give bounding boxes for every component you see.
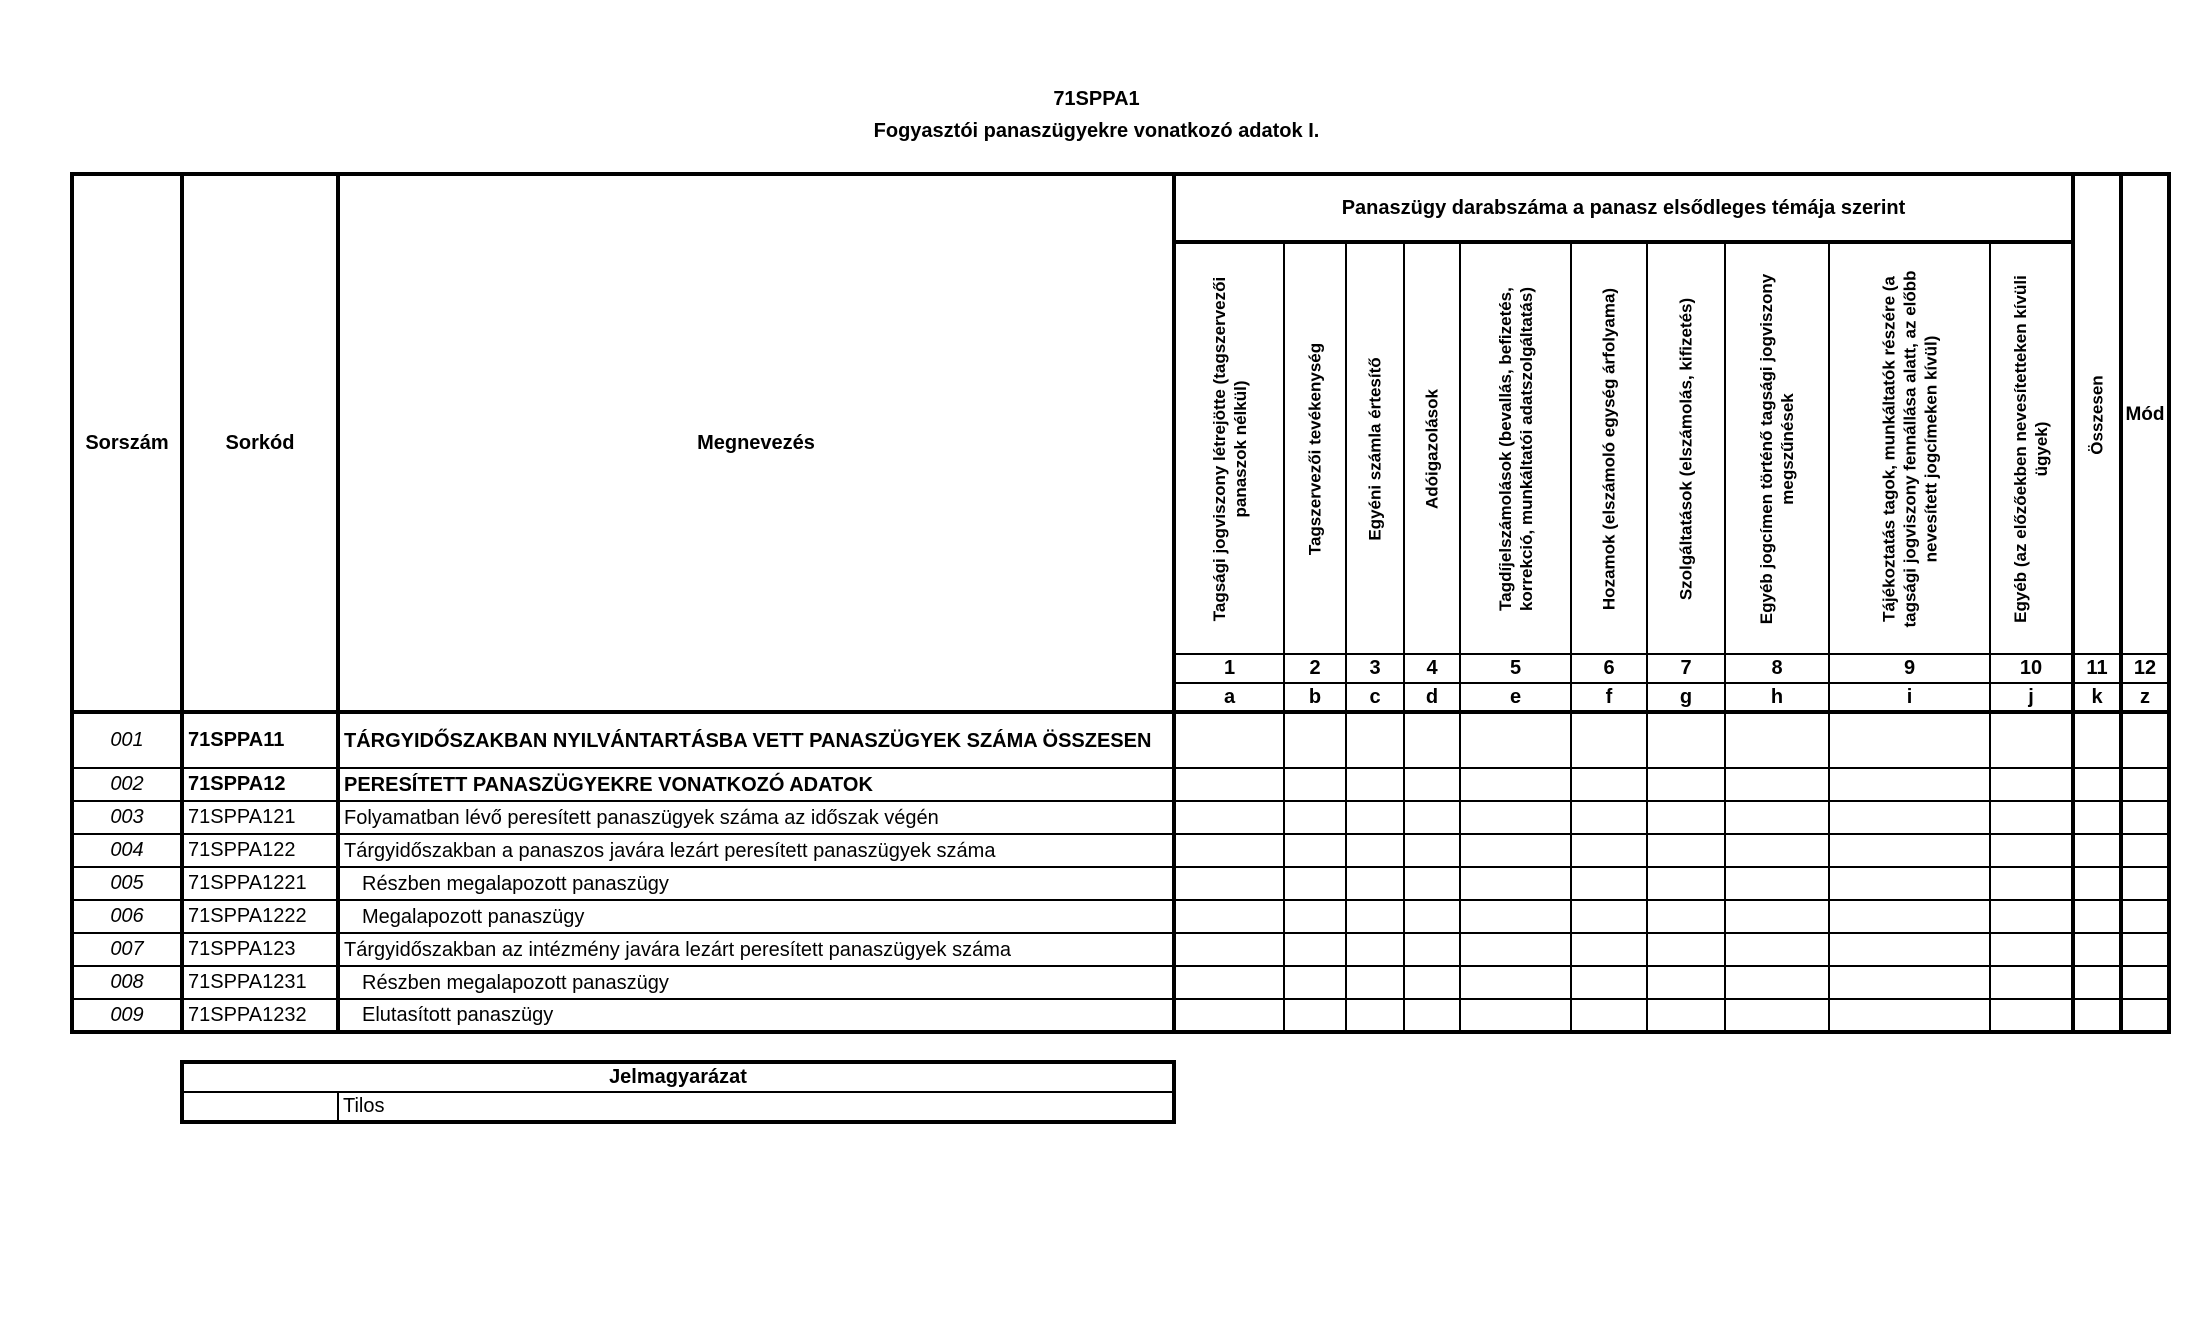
data-cell[interactable] [1725,834,1829,867]
data-cell[interactable] [1174,966,1284,999]
col-header-1: Tagsági jogviszony létrejötte (tagszervezői panaszok nélkül) [1174,242,1284,654]
row-sorszam: 004 [72,834,182,867]
data-cell[interactable] [1174,900,1284,933]
header-sorkod: Sorkód [182,174,338,712]
row-megnevezes: Elutasított panaszügy [338,999,1174,1032]
col-number: 4 [1404,654,1460,683]
data-cell[interactable] [1829,768,1990,801]
data-cell[interactable] [1990,999,2073,1032]
legend-table [180,1060,1176,1124]
data-cell[interactable] [1647,768,1725,801]
data-cell[interactable] [1571,867,1647,900]
data-cell[interactable] [1404,900,1460,933]
table-row [72,834,2169,867]
data-cell[interactable] [2121,966,2169,999]
data-cell[interactable] [1990,768,2073,801]
data-cell[interactable] [1571,712,1647,768]
data-cell[interactable] [1174,768,1284,801]
table-row [72,900,2169,933]
data-cell[interactable] [1829,966,1990,999]
data-cell[interactable] [1647,933,1725,966]
row-sorszam: 001 [72,712,182,768]
data-cell[interactable] [2121,900,2169,933]
data-cell[interactable] [1647,900,1725,933]
row-sorszam: 002 [72,768,182,801]
header-sorszam: Sorszám [72,174,182,712]
data-cell[interactable] [1404,834,1460,867]
data-cell[interactable] [1829,933,1990,966]
legend-swatch [182,1092,338,1122]
data-cell[interactable] [1829,712,1990,768]
data-cell[interactable] [1725,966,1829,999]
col-header-3: Egyéni számla értesítő [1346,242,1404,654]
table-row [72,999,2169,1032]
col-letter: k [2073,683,2121,712]
data-cell[interactable] [1990,867,2073,900]
col-header-8: Egyéb jogcímen történő tagsági jogviszony megszűnések [1725,242,1829,654]
row-sorszam: 005 [72,867,182,900]
data-cell[interactable] [1174,999,1284,1032]
data-cell[interactable] [1990,801,2073,834]
data-cell[interactable] [1829,900,1990,933]
data-cell[interactable] [1284,900,1346,933]
row-sorkod: 71SPPA1231 [182,966,338,999]
data-cell[interactable] [1990,900,2073,933]
data-cell[interactable] [1571,966,1647,999]
data-cell[interactable] [1460,999,1571,1032]
table-row [72,768,2169,801]
col-number: 12 [2121,654,2169,683]
table-row [72,966,2169,999]
data-cell[interactable] [1174,867,1284,900]
col-header-7: Szolgáltatások (elszámolás, kifizetés) [1647,242,1725,654]
data-cell[interactable] [1647,801,1725,834]
row-sorkod: 71SPPA11 [182,712,338,768]
data-cell[interactable] [1647,999,1725,1032]
data-cell[interactable] [1571,801,1647,834]
data-cell[interactable] [1460,712,1571,768]
col-number: 5 [1460,654,1571,683]
data-cell[interactable] [1284,801,1346,834]
data-cell[interactable] [1990,834,2073,867]
data-cell[interactable] [1990,712,2073,768]
data-cell[interactable] [2073,999,2121,1032]
col-number: 10 [1990,654,2073,683]
data-cell[interactable] [1829,834,1990,867]
col-number: 11 [2073,654,2121,683]
data-cell[interactable] [1284,867,1346,900]
data-cell[interactable] [2121,801,2169,834]
data-cell[interactable] [1346,999,1404,1032]
row-sorkod: 71SPPA122 [182,834,338,867]
data-cell[interactable] [1725,801,1829,834]
col-number: 2 [1284,654,1346,683]
row-megnevezes: Folyamatban lévő peresített panaszügyek száma az időszak végén [338,801,1174,834]
col-header-10: Egyéb (az előzőekben nevesítetteken kívüli ügyek) [1990,242,2073,654]
data-cell[interactable] [1404,867,1460,900]
row-sorszam: 003 [72,801,182,834]
data-cell[interactable] [1284,933,1346,966]
col-letter: e [1460,683,1571,712]
data-cell[interactable] [1346,867,1404,900]
data-cell[interactable] [2073,933,2121,966]
data-cell[interactable] [2073,801,2121,834]
data-cell[interactable] [2073,900,2121,933]
data-cell[interactable] [1404,966,1460,999]
data-cell[interactable] [1460,801,1571,834]
form-code: 71SPPA1 [1053,88,1140,110]
data-cell[interactable] [1990,966,2073,999]
data-cell[interactable] [1404,933,1460,966]
data-cell[interactable] [1284,966,1346,999]
data-cell[interactable] [1990,933,2073,966]
data-cell[interactable] [1725,867,1829,900]
col-number: 3 [1346,654,1404,683]
data-cell[interactable] [1346,900,1404,933]
data-cell[interactable] [1460,768,1571,801]
col-letter: g [1647,683,1725,712]
data-cell[interactable] [1647,712,1725,768]
legend-item-label: Tilos [338,1092,1174,1122]
data-cell[interactable] [2121,768,2169,801]
row-sorszam: 006 [72,900,182,933]
data-cell[interactable] [2073,768,2121,801]
col-header-2: Tagszervezői tevékenység [1284,242,1346,654]
data-cell[interactable] [1725,999,1829,1032]
col-header-9: Tájékoztatás tagok, munkáltatók részére (a tagsági jogviszony fennállása alatt, az előbb nevesített jogcímeken kívül) [1829,242,1990,654]
data-cell[interactable] [1346,933,1404,966]
data-cell[interactable] [1460,900,1571,933]
data-cell[interactable] [1460,834,1571,867]
data-cell[interactable] [1829,801,1990,834]
row-sorkod: 71SPPA1222 [182,900,338,933]
data-cell[interactable] [1404,801,1460,834]
data-cell[interactable] [2073,966,2121,999]
col-letter: h [1725,683,1829,712]
data-cell[interactable] [1174,834,1284,867]
col-letter: d [1404,683,1460,712]
data-cell[interactable] [1725,933,1829,966]
data-cell[interactable] [2121,999,2169,1032]
data-cell[interactable] [1460,867,1571,900]
data-cell[interactable] [1346,712,1404,768]
data-cell[interactable] [1571,768,1647,801]
col-letter: c [1346,683,1404,712]
legend-title: Jelmagyarázat [182,1062,1174,1092]
data-table [70,172,2171,1034]
row-sorszam: 008 [72,966,182,999]
data-cell[interactable] [1647,834,1725,867]
data-cell[interactable] [1725,712,1829,768]
header-megnevezes: Megnevezés [338,174,1174,712]
data-cell[interactable] [1571,999,1647,1032]
col-number: 8 [1725,654,1829,683]
table-row [72,801,2169,834]
data-cell[interactable] [1829,999,1990,1032]
data-cell[interactable] [1404,999,1460,1032]
col-letter: z [2121,683,2169,712]
data-cell[interactable] [1174,801,1284,834]
data-cell[interactable] [1647,966,1725,999]
data-cell[interactable] [1829,867,1990,900]
data-cell[interactable] [1404,712,1460,768]
col-header-4: Adóigazolások [1404,242,1460,654]
col-letter: a [1174,683,1284,712]
col-letter: f [1571,683,1647,712]
data-cell[interactable] [2121,712,2169,768]
row-sorkod: 71SPPA123 [182,933,338,966]
row-megnevezes: TÁRGYIDŐSZAKBAN NYILVÁNTARTÁSBA VETT PANASZÜGYEK SZÁMA ÖSSZESEN [338,712,1174,768]
row-sorszam: 009 [72,999,182,1032]
data-cell[interactable] [1725,900,1829,933]
data-cell[interactable] [1725,768,1829,801]
table-row [72,933,2169,966]
data-cell[interactable] [1571,834,1647,867]
data-cell[interactable] [1284,768,1346,801]
row-megnevezes: Részben megalapozott panaszügy [338,966,1174,999]
data-cell[interactable] [1346,834,1404,867]
header-mod: Mód [2121,174,2169,654]
header-osszesen: Összesen [2073,174,2121,654]
row-sorkod: 71SPPA12 [182,768,338,801]
data-cell[interactable] [2121,834,2169,867]
row-sorkod: 71SPPA1221 [182,867,338,900]
row-megnevezes: Részben megalapozott panaszügy [338,867,1174,900]
col-header-6: Hozamok (elszámoló egység árfolyama) [1571,242,1647,654]
data-cell[interactable] [1346,966,1404,999]
data-cell[interactable] [1284,834,1346,867]
row-sorkod: 71SPPA121 [182,801,338,834]
col-number: 7 [1647,654,1725,683]
row-megnevezes: PERESÍTETT PANASZÜGYEKRE VONATKOZÓ ADATOK [338,768,1174,801]
data-cell[interactable] [1571,900,1647,933]
table-row [72,712,2169,768]
data-cell[interactable] [1460,966,1571,999]
col-header-5: Tagdíjelszámolások (bevallás, befizetés, korrekció, munkáltatói adatszolgáltatás) [1460,242,1571,654]
data-cell[interactable] [1346,801,1404,834]
data-cell[interactable] [1284,999,1346,1032]
data-cell[interactable] [1174,712,1284,768]
data-cell[interactable] [2121,867,2169,900]
col-number: 6 [1571,654,1647,683]
header-group: Panaszügy darabszáma a panasz elsődleges témája szerint [1174,174,2073,242]
row-megnevezes: Tárgyidőszakban a panaszos javára lezárt peresített panaszügyek száma [338,834,1174,867]
data-cell[interactable] [1284,712,1346,768]
row-megnevezes: Tárgyidőszakban az intézmény javára lezárt peresített panaszügyek száma [338,933,1174,966]
col-number: 9 [1829,654,1990,683]
data-cell[interactable] [2073,867,2121,900]
col-letter: i [1829,683,1990,712]
data-cell[interactable] [2073,834,2121,867]
data-cell[interactable] [2121,933,2169,966]
col-number: 1 [1174,654,1284,683]
data-cell[interactable] [1346,768,1404,801]
col-letter: j [1990,683,2073,712]
data-cell[interactable] [2073,712,2121,768]
row-sorkod: 71SPPA1232 [182,999,338,1032]
data-cell[interactable] [1647,867,1725,900]
row-sorszam: 007 [72,933,182,966]
data-cell[interactable] [1571,933,1647,966]
data-cell[interactable] [1404,768,1460,801]
table-row [72,867,2169,900]
row-megnevezes: Megalapozott panaszügy [338,900,1174,933]
data-cell[interactable] [1174,933,1284,966]
col-letter: b [1284,683,1346,712]
form-title: Fogyasztói panaszügyekre vonatkozó adatok I. [873,120,1320,142]
data-cell[interactable] [1460,933,1571,966]
